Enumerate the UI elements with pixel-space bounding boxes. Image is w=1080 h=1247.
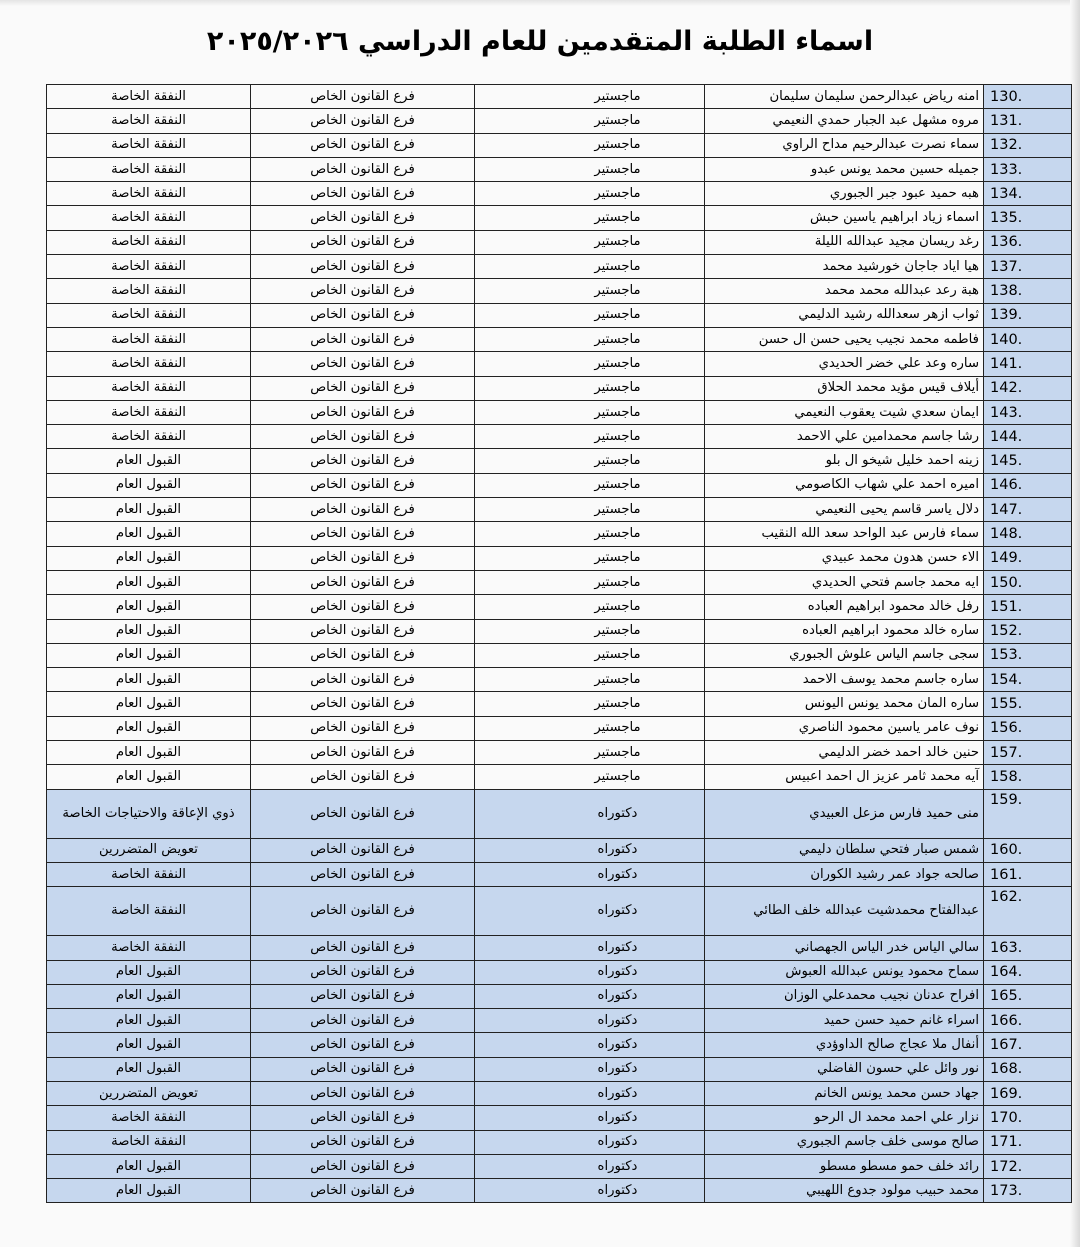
- table-row: [47, 692, 1072, 716]
- students-table-body: [47, 85, 1072, 1203]
- table-row: [47, 255, 1072, 279]
- row-number: 166.: [984, 1009, 1072, 1033]
- admission-channel: القبول العام: [47, 1154, 251, 1178]
- branch-name: فرع القانون الخاص: [251, 984, 475, 1008]
- admission-channel: القبول العام: [47, 668, 251, 692]
- row-number: 157.: [984, 741, 1072, 765]
- admission-channel: القبول العام: [47, 716, 251, 740]
- student-name: فاطمه محمد نجيب يحيى حسن ال حسن: [705, 327, 984, 351]
- table-row: [47, 862, 1072, 886]
- admission-channel: القبول العام: [47, 546, 251, 570]
- degree-type: دكتوراه: [475, 936, 705, 960]
- student-name: نور وائل علي حسون الفاضلي: [705, 1057, 984, 1081]
- branch-name: فرع القانون الخاص: [251, 303, 475, 327]
- student-name: رائد خلف حمو مسطو مسطو: [705, 1154, 984, 1178]
- admission-channel: النفقة الخاصة: [47, 425, 251, 449]
- table-row: [47, 498, 1072, 522]
- table-row: [47, 327, 1072, 351]
- branch-name: فرع القانون الخاص: [251, 157, 475, 181]
- degree-type: دكتوراه: [475, 862, 705, 886]
- row-number: 133.: [984, 157, 1072, 181]
- degree-type: ماجستير: [475, 425, 705, 449]
- row-number: 156.: [984, 716, 1072, 740]
- branch-name: فرع القانون الخاص: [251, 692, 475, 716]
- table-row: [47, 230, 1072, 254]
- degree-type: ماجستير: [475, 157, 705, 181]
- student-name: جهاد حسن محمد يونس الخانم: [705, 1081, 984, 1105]
- degree-type: ماجستير: [475, 449, 705, 473]
- row-number: 172.: [984, 1154, 1072, 1178]
- admission-channel: النفقة الخاصة: [47, 182, 251, 206]
- row-number: 135.: [984, 206, 1072, 230]
- admission-channel: القبول العام: [47, 960, 251, 984]
- table-row: [47, 1057, 1072, 1081]
- row-number: 167.: [984, 1033, 1072, 1057]
- student-name: رغد ريسان مجيد عبدالله الليلة: [705, 230, 984, 254]
- student-name: هيا اياد جاجان خورشيد محمد: [705, 255, 984, 279]
- degree-type: دكتوراه: [475, 838, 705, 862]
- degree-type: ماجستير: [475, 182, 705, 206]
- student-name: ساره جاسم محمد يوسف الاحمد: [705, 668, 984, 692]
- admission-channel: القبول العام: [47, 643, 251, 667]
- students-table: [46, 84, 1072, 1203]
- table-row: [47, 668, 1072, 692]
- table-row: [47, 619, 1072, 643]
- row-number: 136.: [984, 230, 1072, 254]
- page-edge-top: [0, 0, 1080, 6]
- branch-name: فرع القانون الخاص: [251, 741, 475, 765]
- degree-type: ماجستير: [475, 498, 705, 522]
- admission-channel: ذوي الإعاقة والاحتياجات الخاصة: [47, 789, 251, 838]
- table-row: [47, 400, 1072, 424]
- row-number: 141.: [984, 352, 1072, 376]
- admission-channel: القبول العام: [47, 1057, 251, 1081]
- branch-name: فرع القانون الخاص: [251, 643, 475, 667]
- admission-channel: القبول العام: [47, 473, 251, 497]
- student-name: سجى جاسم الياس علوش الجبوري: [705, 643, 984, 667]
- branch-name: فرع القانون الخاص: [251, 595, 475, 619]
- admission-channel: القبول العام: [47, 1009, 251, 1033]
- student-name: حنين خالد احمد خضر الدليمي: [705, 741, 984, 765]
- student-name: ساره خالد محمود ابراهيم العباده: [705, 619, 984, 643]
- row-number: 155.: [984, 692, 1072, 716]
- branch-name: فرع القانون الخاص: [251, 1154, 475, 1178]
- row-number: 162.: [984, 887, 1072, 936]
- table-row: [47, 1154, 1072, 1178]
- row-number: 151.: [984, 595, 1072, 619]
- table-row: [47, 570, 1072, 594]
- row-number: 147.: [984, 498, 1072, 522]
- branch-name: فرع القانون الخاص: [251, 400, 475, 424]
- row-number: 169.: [984, 1081, 1072, 1105]
- student-name: افراح عدنان نجيب محمدعلي الوزان: [705, 984, 984, 1008]
- student-name: شمس صبار فتحي سلطان دليمي: [705, 838, 984, 862]
- admission-channel: النفقة الخاصة: [47, 255, 251, 279]
- degree-type: دكتوراه: [475, 1179, 705, 1203]
- degree-type: ماجستير: [475, 352, 705, 376]
- branch-name: فرع القانون الخاص: [251, 1179, 475, 1203]
- degree-type: ماجستير: [475, 255, 705, 279]
- student-name: ساره المان محمد يونس اليونس: [705, 692, 984, 716]
- admission-channel: القبول العام: [47, 595, 251, 619]
- branch-name: فرع القانون الخاص: [251, 716, 475, 740]
- degree-type: ماجستير: [475, 230, 705, 254]
- student-name: سالي الياس خدر الياس الجهصاني: [705, 936, 984, 960]
- student-name: رفل خالد محمود ابراهيم العباده: [705, 595, 984, 619]
- admission-channel: النفقة الخاصة: [47, 230, 251, 254]
- table-row: [47, 960, 1072, 984]
- branch-name: فرع القانون الخاص: [251, 522, 475, 546]
- branch-name: فرع القانون الخاص: [251, 473, 475, 497]
- admission-channel: القبول العام: [47, 1033, 251, 1057]
- admission-channel: النفقة الخاصة: [47, 936, 251, 960]
- degree-type: ماجستير: [475, 400, 705, 424]
- branch-name: فرع القانون الخاص: [251, 133, 475, 157]
- degree-type: ماجستير: [475, 546, 705, 570]
- branch-name: فرع القانون الخاص: [251, 206, 475, 230]
- degree-type: ماجستير: [475, 85, 705, 109]
- degree-type: ماجستير: [475, 570, 705, 594]
- table-row: [47, 741, 1072, 765]
- student-name: اسراء غانم حميد حسن حميد: [705, 1009, 984, 1033]
- table-row: [47, 765, 1072, 789]
- row-number: 152.: [984, 619, 1072, 643]
- row-number: 170.: [984, 1106, 1072, 1130]
- table-row: [47, 595, 1072, 619]
- row-number: 158.: [984, 765, 1072, 789]
- admission-channel: النفقة الخاصة: [47, 206, 251, 230]
- student-name: محمد حبيب مولود جدوع اللهيبي: [705, 1179, 984, 1203]
- degree-type: ماجستير: [475, 668, 705, 692]
- admission-channel: القبول العام: [47, 741, 251, 765]
- degree-type: ماجستير: [475, 741, 705, 765]
- student-name: آيه محمد ثامر عزيز ال احمد اعبيس: [705, 765, 984, 789]
- degree-type: دكتوراه: [475, 1081, 705, 1105]
- branch-name: فرع القانون الخاص: [251, 887, 475, 936]
- student-name: اميره احمد علي شهاب الكاصومي: [705, 473, 984, 497]
- degree-type: دكتوراه: [475, 1057, 705, 1081]
- student-name: أنفال ملا عجاج صالح الداوؤدي: [705, 1033, 984, 1057]
- table-row: [47, 133, 1072, 157]
- student-name: مروه مشهل عبد الجبار حمدي النعيمي: [705, 109, 984, 133]
- student-name: عبدالفتاح محمدشيت عبدالله خلف الطائي: [705, 887, 984, 936]
- degree-type: دكتوراه: [475, 1106, 705, 1130]
- branch-name: فرع القانون الخاص: [251, 230, 475, 254]
- student-name: سماء نصرت عبدالرحيم مداح الراوي: [705, 133, 984, 157]
- admission-channel: النفقة الخاصة: [47, 327, 251, 351]
- table-row: [47, 425, 1072, 449]
- branch-name: فرع القانون الخاص: [251, 255, 475, 279]
- student-name: أيلاف قيس مؤيد محمد الحلاق: [705, 376, 984, 400]
- row-number: 140.: [984, 327, 1072, 351]
- row-number: 168.: [984, 1057, 1072, 1081]
- student-name: اسماء زياد ابراهيم ياسين حبش: [705, 206, 984, 230]
- degree-type: ماجستير: [475, 522, 705, 546]
- admission-channel: القبول العام: [47, 619, 251, 643]
- admission-channel: القبول العام: [47, 692, 251, 716]
- degree-type: دكتوراه: [475, 887, 705, 936]
- row-number: 130.: [984, 85, 1072, 109]
- table-row: [47, 109, 1072, 133]
- admission-channel: النفقة الخاصة: [47, 1106, 251, 1130]
- admission-channel: القبول العام: [47, 522, 251, 546]
- admission-channel: تعويض المتضررين: [47, 1081, 251, 1105]
- degree-type: ماجستير: [475, 595, 705, 619]
- table-row: [47, 182, 1072, 206]
- row-number: 134.: [984, 182, 1072, 206]
- degree-type: دكتوراه: [475, 1130, 705, 1154]
- degree-type: ماجستير: [475, 643, 705, 667]
- row-number: 171.: [984, 1130, 1072, 1154]
- student-name: منى حميد فارس مزعل العبيدي: [705, 789, 984, 838]
- table-row: [47, 352, 1072, 376]
- row-number: 161.: [984, 862, 1072, 886]
- admission-channel: النفقة الخاصة: [47, 862, 251, 886]
- degree-type: ماجستير: [475, 279, 705, 303]
- table-row: [47, 984, 1072, 1008]
- row-number: 137.: [984, 255, 1072, 279]
- degree-type: ماجستير: [475, 327, 705, 351]
- table-row: [47, 1130, 1072, 1154]
- row-number: 149.: [984, 546, 1072, 570]
- degree-type: دكتوراه: [475, 984, 705, 1008]
- row-number: 132.: [984, 133, 1072, 157]
- admission-channel: القبول العام: [47, 570, 251, 594]
- admission-channel: القبول العام: [47, 984, 251, 1008]
- table-row: [47, 157, 1072, 181]
- table-row: [47, 85, 1072, 109]
- branch-name: فرع القانون الخاص: [251, 352, 475, 376]
- row-number: 153.: [984, 643, 1072, 667]
- row-number: 142.: [984, 376, 1072, 400]
- student-name: امنه رياض عبدالرحمن سليمان سليمان: [705, 85, 984, 109]
- table-row: [47, 716, 1072, 740]
- branch-name: فرع القانون الخاص: [251, 1033, 475, 1057]
- table-row: [47, 449, 1072, 473]
- branch-name: فرع القانون الخاص: [251, 619, 475, 643]
- row-number: 138.: [984, 279, 1072, 303]
- student-name: هبه حميد عبود جبر الجبوري: [705, 182, 984, 206]
- table-row: [47, 279, 1072, 303]
- row-number: 164.: [984, 960, 1072, 984]
- student-name: دلال ياسر قاسم يحيى النعيمي: [705, 498, 984, 522]
- admission-channel: النفقة الخاصة: [47, 352, 251, 376]
- degree-type: ماجستير: [475, 206, 705, 230]
- admission-channel: النفقة الخاصة: [47, 85, 251, 109]
- degree-type: ماجستير: [475, 133, 705, 157]
- degree-type: ماجستير: [475, 376, 705, 400]
- branch-name: فرع القانون الخاص: [251, 425, 475, 449]
- table-row: [47, 546, 1072, 570]
- row-number: 143.: [984, 400, 1072, 424]
- row-number: 160.: [984, 838, 1072, 862]
- table-row: [47, 376, 1072, 400]
- degree-type: ماجستير: [475, 473, 705, 497]
- table-row: [47, 206, 1072, 230]
- table-row: [47, 303, 1072, 327]
- branch-name: فرع القانون الخاص: [251, 1130, 475, 1154]
- student-name: ايه محمد جاسم فتحي الحديدي: [705, 570, 984, 594]
- branch-name: فرع القانون الخاص: [251, 668, 475, 692]
- branch-name: فرع القانون الخاص: [251, 109, 475, 133]
- branch-name: فرع القانون الخاص: [251, 376, 475, 400]
- branch-name: فرع القانون الخاص: [251, 862, 475, 886]
- table-row: [47, 936, 1072, 960]
- row-number: 150.: [984, 570, 1072, 594]
- student-name: زينه احمد خليل شيخو ال بلو: [705, 449, 984, 473]
- degree-type: ماجستير: [475, 303, 705, 327]
- branch-name: فرع القانون الخاص: [251, 570, 475, 594]
- branch-name: فرع القانون الخاص: [251, 765, 475, 789]
- degree-type: دكتوراه: [475, 1033, 705, 1057]
- branch-name: فرع القانون الخاص: [251, 1106, 475, 1130]
- row-number: 139.: [984, 303, 1072, 327]
- degree-type: ماجستير: [475, 109, 705, 133]
- admission-channel: القبول العام: [47, 449, 251, 473]
- student-name: سماح محمود يونس عبدالله العبوش: [705, 960, 984, 984]
- row-number: 173.: [984, 1179, 1072, 1203]
- degree-type: ماجستير: [475, 692, 705, 716]
- row-number: 144.: [984, 425, 1072, 449]
- degree-type: ماجستير: [475, 716, 705, 740]
- branch-name: فرع القانون الخاص: [251, 498, 475, 522]
- student-name: نوف عامر ياسين محمود الناصري: [705, 716, 984, 740]
- table-row: [47, 887, 1072, 936]
- row-number: 165.: [984, 984, 1072, 1008]
- row-number: 146.: [984, 473, 1072, 497]
- student-name: جميله حسين محمد يونس عبدو: [705, 157, 984, 181]
- branch-name: فرع القانون الخاص: [251, 182, 475, 206]
- branch-name: فرع القانون الخاص: [251, 449, 475, 473]
- table-row: [47, 522, 1072, 546]
- student-name: الاء حسن هدون محمد عبيدي: [705, 546, 984, 570]
- student-name: صالح موسى خلف جاسم الجبوري: [705, 1130, 984, 1154]
- branch-name: فرع القانون الخاص: [251, 279, 475, 303]
- table-row: [47, 473, 1072, 497]
- branch-name: فرع القانون الخاص: [251, 789, 475, 838]
- table-row: [47, 789, 1072, 838]
- table-row: [47, 1081, 1072, 1105]
- admission-channel: النفقة الخاصة: [47, 400, 251, 424]
- branch-name: فرع القانون الخاص: [251, 838, 475, 862]
- branch-name: فرع القانون الخاص: [251, 960, 475, 984]
- student-name: رشا جاسم محمدامين علي الاحمد: [705, 425, 984, 449]
- admission-channel: النفقة الخاصة: [47, 279, 251, 303]
- table-row: [47, 1033, 1072, 1057]
- student-name: نزار علي احمد محمد ال الرحو: [705, 1106, 984, 1130]
- student-name: ايمان سعدي شيت يعقوب النعيمي: [705, 400, 984, 424]
- degree-type: دكتوراه: [475, 1154, 705, 1178]
- table-row: [47, 838, 1072, 862]
- admission-channel: تعويض المتضررين: [47, 838, 251, 862]
- branch-name: فرع القانون الخاص: [251, 546, 475, 570]
- degree-type: ماجستير: [475, 765, 705, 789]
- branch-name: فرع القانون الخاص: [251, 85, 475, 109]
- row-number: 145.: [984, 449, 1072, 473]
- admission-channel: النفقة الخاصة: [47, 303, 251, 327]
- admission-channel: النفقة الخاصة: [47, 887, 251, 936]
- page-title: اسماء الطلبة المتقدمين للعام الدراسي ٢٠٢٥/٢٠٢٦: [206, 26, 874, 57]
- row-number: 159.: [984, 789, 1072, 838]
- student-name: هبة رعد عبدالله محمد محمد: [705, 279, 984, 303]
- branch-name: فرع القانون الخاص: [251, 936, 475, 960]
- admission-channel: النفقة الخاصة: [47, 133, 251, 157]
- admission-channel: النفقة الخاصة: [47, 376, 251, 400]
- table-row: [47, 1179, 1072, 1203]
- admission-channel: النفقة الخاصة: [47, 1130, 251, 1154]
- degree-type: دكتوراه: [475, 1009, 705, 1033]
- table-row: [47, 643, 1072, 667]
- branch-name: فرع القانون الخاص: [251, 1057, 475, 1081]
- student-name: ثواب ازهر سعدالله رشيد الدليمي: [705, 303, 984, 327]
- degree-type: دكتوراه: [475, 789, 705, 838]
- student-name: سماء فارس عبد الواحد سعد الله النقيب: [705, 522, 984, 546]
- row-number: 163.: [984, 936, 1072, 960]
- table-row: [47, 1009, 1072, 1033]
- degree-type: دكتوراه: [475, 960, 705, 984]
- admission-channel: القبول العام: [47, 765, 251, 789]
- student-name: صالحه جواد عمر رشيد الكوران: [705, 862, 984, 886]
- row-number: 154.: [984, 668, 1072, 692]
- admission-channel: النفقة الخاصة: [47, 109, 251, 133]
- row-number: 148.: [984, 522, 1072, 546]
- admission-channel: القبول العام: [47, 1179, 251, 1203]
- degree-type: ماجستير: [475, 619, 705, 643]
- student-name: ساره وعد علي خضر الحديدي: [705, 352, 984, 376]
- row-number: 131.: [984, 109, 1072, 133]
- admission-channel: النفقة الخاصة: [47, 157, 251, 181]
- branch-name: فرع القانون الخاص: [251, 327, 475, 351]
- admission-channel: القبول العام: [47, 498, 251, 522]
- branch-name: فرع القانون الخاص: [251, 1081, 475, 1105]
- table-row: [47, 1106, 1072, 1130]
- branch-name: فرع القانون الخاص: [251, 1009, 475, 1033]
